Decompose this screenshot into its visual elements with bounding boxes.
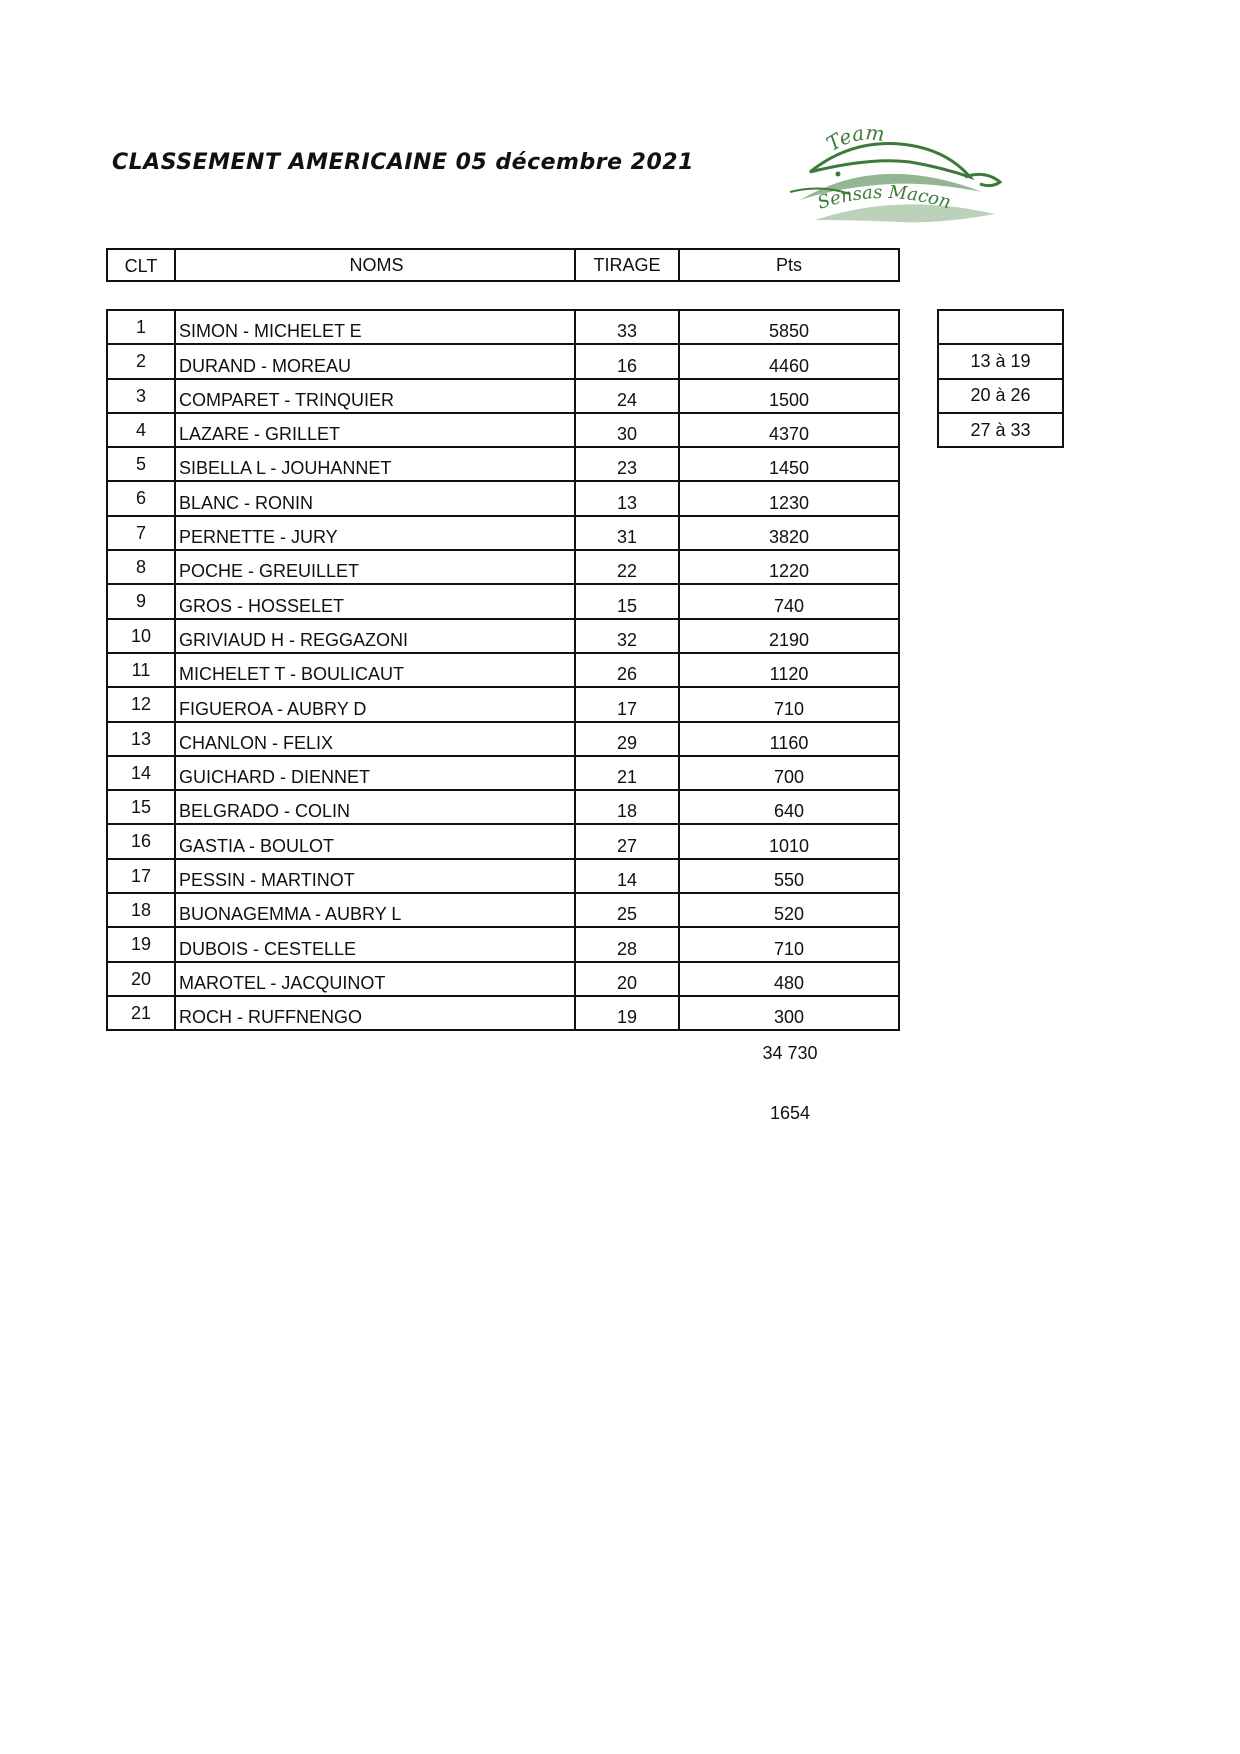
header-pts: Pts: [679, 249, 899, 281]
tirage-cell: 32: [575, 619, 679, 653]
table-row: [107, 516, 899, 550]
table-row: [107, 893, 899, 927]
table-row: [107, 447, 899, 481]
tirage-cell: 30: [575, 413, 679, 447]
rank-cell: 6: [107, 481, 175, 515]
logo-team-text: Team: [822, 122, 886, 156]
rank-cell: 4: [107, 413, 175, 447]
points-cell: 1500: [679, 379, 899, 413]
name-cell: SIMON - MICHELET E: [175, 310, 575, 344]
tirage-cell: 21: [575, 756, 679, 790]
rank-cell: 20: [107, 962, 175, 996]
name-cell: PERNETTE - JURY: [175, 516, 575, 550]
rank-cell: 16: [107, 824, 175, 858]
table-row: [107, 344, 899, 378]
table-row: [107, 790, 899, 824]
rank-cell: 18: [107, 893, 175, 927]
points-cell: 710: [679, 687, 899, 721]
name-cell: BELGRADO - COLIN: [175, 790, 575, 824]
rank-cell: 3: [107, 379, 175, 413]
range-cell: 13 à 19: [938, 344, 1063, 378]
tirage-cell: 23: [575, 447, 679, 481]
table-row: [107, 619, 899, 653]
points-cell: 4460: [679, 344, 899, 378]
points-cell: 1160: [679, 722, 899, 756]
points-cell: 5850: [679, 310, 899, 344]
svg-text:Team: [822, 122, 885, 156]
rank-cell: 1: [107, 310, 175, 344]
points-cell: 520: [679, 893, 899, 927]
tirage-cell: 26: [575, 653, 679, 687]
table-row: [107, 927, 899, 961]
tirage-cell: 24: [575, 379, 679, 413]
range-row: [938, 379, 1063, 413]
table-row: [107, 687, 899, 721]
points-cell: 1010: [679, 824, 899, 858]
rank-cell: 12: [107, 687, 175, 721]
range-cell: 27 à 33: [938, 413, 1063, 447]
name-cell: CHANLON - FELIX: [175, 722, 575, 756]
points-cell: 480: [679, 962, 899, 996]
rank-cell: 14: [107, 756, 175, 790]
rank-cell: 10: [107, 619, 175, 653]
rank-cell: 9: [107, 584, 175, 618]
tirage-range-table: [937, 309, 1064, 448]
name-cell: GUICHARD - DIENNET: [175, 756, 575, 790]
name-cell: DUBOIS - CESTELLE: [175, 927, 575, 961]
range-row: [938, 413, 1063, 447]
rank-cell: 15: [107, 790, 175, 824]
table-row: [107, 859, 899, 893]
table-row: [107, 722, 899, 756]
tirage-cell: 27: [575, 824, 679, 858]
table-row: [107, 584, 899, 618]
name-cell: SIBELLA L - JOUHANNET: [175, 447, 575, 481]
table-row: [107, 310, 899, 344]
name-cell: LAZARE - GRILLET: [175, 413, 575, 447]
points-cell: 1450: [679, 447, 899, 481]
table-row: [107, 550, 899, 584]
rank-cell: 19: [107, 927, 175, 961]
table-row: [107, 756, 899, 790]
name-cell: MAROTEL - JACQUINOT: [175, 962, 575, 996]
table-row: [107, 962, 899, 996]
rank-cell: 5: [107, 447, 175, 481]
tirage-cell: 31: [575, 516, 679, 550]
rank-cell: 11: [107, 653, 175, 687]
rank-cell: 13: [107, 722, 175, 756]
team-sensas-macon-logo: [760, 122, 1020, 240]
tirage-cell: 25: [575, 893, 679, 927]
name-cell: COMPARET - TRINQUIER: [175, 379, 575, 413]
name-cell: GASTIA - BOULOT: [175, 824, 575, 858]
name-cell: GROS - HOSSELET: [175, 584, 575, 618]
points-cell: 2190: [679, 619, 899, 653]
extra-value: 1654: [769, 1103, 811, 1123]
table-row: [107, 824, 899, 858]
tirage-cell: 14: [575, 859, 679, 893]
range-row: [938, 344, 1063, 378]
tirage-cell: 33: [575, 310, 679, 344]
tirage-cell: 18: [575, 790, 679, 824]
points-cell: 550: [679, 859, 899, 893]
range-cell: [938, 310, 1063, 344]
name-cell: MICHELET T - BOULICAUT: [175, 653, 575, 687]
tirage-cell: 15: [575, 584, 679, 618]
points-cell: 640: [679, 790, 899, 824]
tirage-cell: 17: [575, 687, 679, 721]
points-cell: 700: [679, 756, 899, 790]
header-tirage: TIRAGE: [575, 249, 679, 281]
points-cell: 300: [679, 996, 899, 1030]
tirage-cell: 13: [575, 481, 679, 515]
name-cell: DURAND - MOREAU: [175, 344, 575, 378]
tirage-cell: 22: [575, 550, 679, 584]
table-row: [107, 996, 899, 1030]
rank-cell: 7: [107, 516, 175, 550]
name-cell: FIGUEROA - AUBRY D: [175, 687, 575, 721]
tirage-cell: 20: [575, 962, 679, 996]
logo-sensas-macon-text: Sensas Macon: [814, 181, 954, 214]
table-row: [107, 481, 899, 515]
table-row: [107, 413, 899, 447]
total-points: 34 730: [762, 1043, 818, 1063]
range-cell: 20 à 26: [938, 379, 1063, 413]
name-cell: GRIVIAUD H - REGGAZONI: [175, 619, 575, 653]
header-table: [106, 248, 900, 282]
rank-cell: 21: [107, 996, 175, 1030]
table-row: [107, 653, 899, 687]
page-title: CLASSEMENT AMERICAINE 05 décembre 2021: [112, 150, 694, 175]
header-row: [107, 249, 899, 281]
tirage-cell: 28: [575, 927, 679, 961]
points-cell: 1120: [679, 653, 899, 687]
rank-cell: 17: [107, 859, 175, 893]
name-cell: PESSIN - MARTINOT: [175, 859, 575, 893]
points-cell: 740: [679, 584, 899, 618]
name-cell: ROCH - RUFFNENGO: [175, 996, 575, 1030]
points-cell: 3820: [679, 516, 899, 550]
name-cell: BLANC - RONIN: [175, 481, 575, 515]
points-cell: 1230: [679, 481, 899, 515]
ranking-table: [106, 309, 900, 1031]
name-cell: POCHE - GREUILLET: [175, 550, 575, 584]
tirage-cell: 16: [575, 344, 679, 378]
header-noms: NOMS: [175, 249, 575, 281]
rank-cell: 8: [107, 550, 175, 584]
header-clt: CLT: [107, 249, 175, 281]
points-cell: 1220: [679, 550, 899, 584]
tirage-cell: 19: [575, 996, 679, 1030]
tirage-cell: 29: [575, 722, 679, 756]
points-cell: 710: [679, 927, 899, 961]
rank-cell: 2: [107, 344, 175, 378]
range-row: [938, 310, 1063, 344]
name-cell: BUONAGEMMA - AUBRY L: [175, 893, 575, 927]
points-cell: 4370: [679, 413, 899, 447]
table-row: [107, 379, 899, 413]
